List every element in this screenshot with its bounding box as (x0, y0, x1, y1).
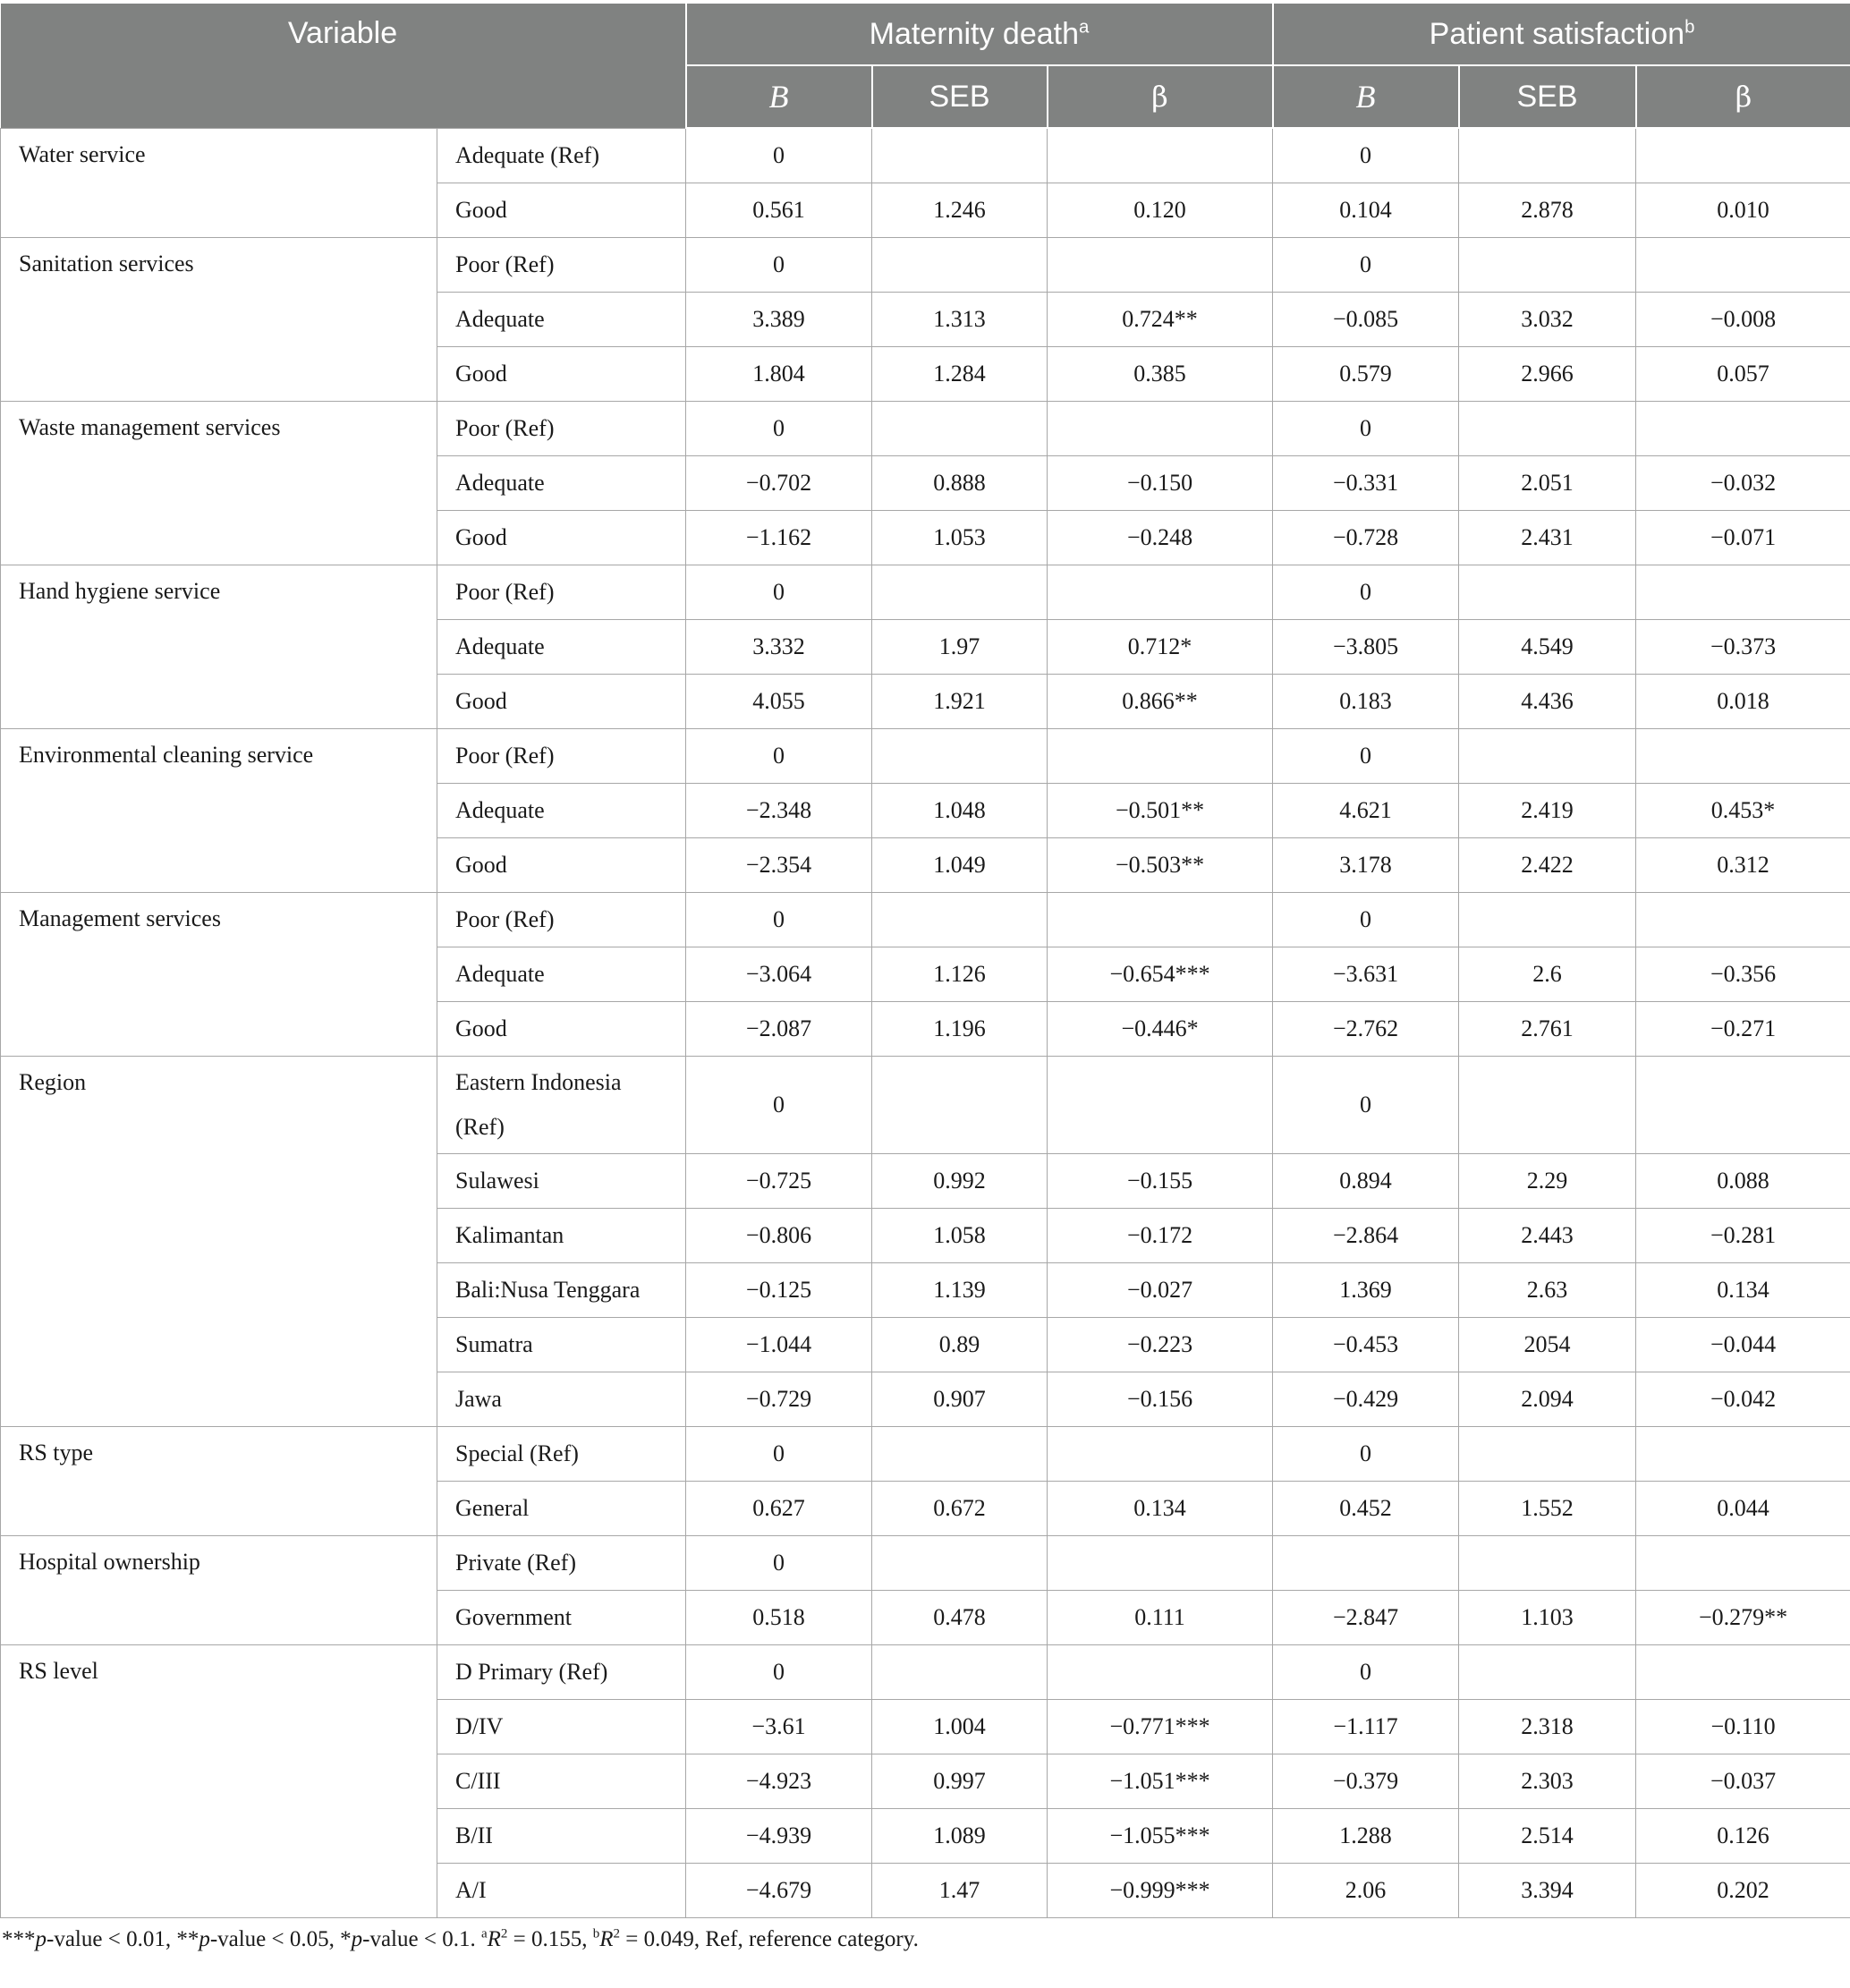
md-seb-cell (872, 1536, 1048, 1591)
category-cell: Poor (Ref) (437, 238, 686, 293)
ps-seb-cell (1459, 1536, 1636, 1591)
ps-seb-cell: 2.443 (1459, 1209, 1636, 1263)
md-b-cell: 0 (686, 893, 872, 947)
footnote-text-4: = 0.155, (507, 1927, 593, 1951)
ps-beta-cell: −0.044 (1636, 1318, 1850, 1372)
ps-b-cell: 0 (1273, 1427, 1459, 1482)
header-sub-beta: β (1048, 65, 1273, 128)
md-beta-cell (1048, 729, 1273, 784)
ps-beta-cell: 0.453* (1636, 784, 1850, 838)
ps-b-cell: 0.579 (1273, 347, 1459, 402)
ps-seb-cell: 4.549 (1459, 620, 1636, 675)
md-b-cell: −0.729 (686, 1372, 872, 1427)
md-seb-cell: 1.058 (872, 1209, 1048, 1263)
ps-beta-cell: −0.110 (1636, 1700, 1850, 1754)
ps-b-cell: 0 (1273, 565, 1459, 620)
ps-beta-cell: −0.279** (1636, 1591, 1850, 1645)
ps-beta-cell: 0.126 (1636, 1809, 1850, 1864)
category-cell: Good (437, 183, 686, 238)
ps-seb-cell: 2.094 (1459, 1372, 1636, 1427)
md-beta-cell: 0.111 (1048, 1591, 1273, 1645)
category-cell: Good (437, 511, 686, 565)
ps-beta-cell (1636, 128, 1850, 183)
md-beta-cell: −0.654*** (1048, 947, 1273, 1002)
footnote-sig2: ** (176, 1927, 199, 1951)
md-seb-cell: 0.992 (872, 1154, 1048, 1209)
table-row (1, 565, 1850, 620)
ps-seb-cell (1459, 565, 1636, 620)
md-b-cell: 1.804 (686, 347, 872, 402)
ps-beta-cell (1636, 402, 1850, 456)
md-b-cell: 0.561 (686, 183, 872, 238)
md-beta-cell (1048, 1057, 1273, 1154)
md-seb-cell: 1.97 (872, 620, 1048, 675)
ps-b-cell: 1.369 (1273, 1263, 1459, 1318)
md-beta-cell: −1.051*** (1048, 1754, 1273, 1809)
ps-beta-cell: 0.134 (1636, 1263, 1850, 1318)
variable-name: Management services (1, 893, 437, 1057)
ps-seb-cell: 2.051 (1459, 456, 1636, 511)
ps-seb-cell (1459, 1645, 1636, 1700)
category-cell: Adequate (437, 947, 686, 1002)
ps-b-cell: 0.894 (1273, 1154, 1459, 1209)
ps-b-cell: −2.847 (1273, 1591, 1459, 1645)
ps-b-cell: −0.379 (1273, 1754, 1459, 1809)
ps-beta-cell: −0.356 (1636, 947, 1850, 1002)
md-seb-cell: 1.049 (872, 838, 1048, 893)
md-seb-cell: 0.997 (872, 1754, 1048, 1809)
ps-seb-cell: 1.552 (1459, 1482, 1636, 1536)
category-cell: Government (437, 1591, 686, 1645)
table-row (1, 402, 1850, 456)
ps-seb-cell: 3.394 (1459, 1864, 1636, 1918)
ps-seb-cell: 2.966 (1459, 347, 1636, 402)
category-cell: B/II (437, 1809, 686, 1864)
variable-name: RS level (1, 1645, 437, 1918)
md-seb-cell (872, 238, 1048, 293)
md-b-cell: −0.806 (686, 1209, 872, 1263)
ps-b-cell: −0.331 (1273, 456, 1459, 511)
ps-seb-cell: 2.303 (1459, 1754, 1636, 1809)
footnote-r-a: R (487, 1927, 501, 1951)
ps-beta-cell (1636, 1427, 1850, 1482)
header-sub-beta: β (1636, 65, 1850, 128)
ps-beta-cell: −0.281 (1636, 1209, 1850, 1263)
ps-beta-cell: −0.071 (1636, 511, 1850, 565)
header-maternity-death (686, 4, 1273, 65)
ps-seb-cell: 2.514 (1459, 1809, 1636, 1864)
category-cell: General (437, 1482, 686, 1536)
md-beta-cell (1048, 565, 1273, 620)
md-beta-cell (1048, 1536, 1273, 1591)
category-cell: Poor (Ref) (437, 402, 686, 456)
ps-seb-cell: 1.103 (1459, 1591, 1636, 1645)
ps-beta-cell: 0.202 (1636, 1864, 1850, 1918)
md-b-cell: −0.702 (686, 456, 872, 511)
ps-seb-cell: 2.431 (1459, 511, 1636, 565)
ps-b-cell: −0.453 (1273, 1318, 1459, 1372)
md-b-cell: 0.627 (686, 1482, 872, 1536)
md-beta-cell: 0.712* (1048, 620, 1273, 675)
md-beta-cell: −0.150 (1048, 456, 1273, 511)
md-b-cell: −1.162 (686, 511, 872, 565)
md-beta-cell: −0.223 (1048, 1318, 1273, 1372)
md-beta-cell: −0.155 (1048, 1154, 1273, 1209)
category-cell: Poor (Ref) (437, 565, 686, 620)
ps-b-cell: 0 (1273, 729, 1459, 784)
ps-beta-cell: −0.271 (1636, 1002, 1850, 1057)
table-row (1, 1057, 1850, 1154)
ps-beta-cell: −0.032 (1636, 456, 1850, 511)
footnote-p3: p (35, 1927, 47, 1951)
md-seb-cell: 0.907 (872, 1372, 1048, 1427)
category-cell: D Primary (Ref) (437, 1645, 686, 1700)
ps-seb-cell (1459, 128, 1636, 183)
md-b-cell: −1.044 (686, 1318, 872, 1372)
ps-b-cell: 0 (1273, 1057, 1459, 1154)
md-seb-cell: 1.47 (872, 1864, 1048, 1918)
md-seb-cell (872, 893, 1048, 947)
ps-seb-cell: 2.878 (1459, 183, 1636, 238)
md-beta-cell (1048, 893, 1273, 947)
ps-beta-cell (1636, 729, 1850, 784)
md-seb-cell: 0.89 (872, 1318, 1048, 1372)
md-b-cell: 0 (686, 1057, 872, 1154)
category-cell: Sumatra (437, 1318, 686, 1372)
header-maternity-death-label: Maternity death (869, 16, 1080, 51)
ps-b-cell (1273, 1536, 1459, 1591)
ps-b-cell: 0.183 (1273, 675, 1459, 729)
ps-beta-cell: −0.042 (1636, 1372, 1850, 1427)
ps-seb-cell: 3.032 (1459, 293, 1636, 347)
ps-b-cell: 4.621 (1273, 784, 1459, 838)
ps-b-cell: −0.728 (1273, 511, 1459, 565)
footnote-sig3: *** (2, 1927, 36, 1951)
ps-b-cell: 0 (1273, 128, 1459, 183)
md-beta-cell (1048, 402, 1273, 456)
md-beta-cell: −0.027 (1048, 1263, 1273, 1318)
md-seb-cell: 1.313 (872, 293, 1048, 347)
ps-seb-cell: 2.422 (1459, 838, 1636, 893)
md-seb-cell (872, 565, 1048, 620)
header-maternity-death-sup: a (1079, 17, 1090, 38)
md-seb-cell: 0.888 (872, 456, 1048, 511)
category-cell: Good (437, 675, 686, 729)
md-beta-cell (1048, 1645, 1273, 1700)
md-beta-cell: −1.055*** (1048, 1809, 1273, 1864)
footnote-p2: p (199, 1927, 210, 1951)
ps-b-cell: 2.06 (1273, 1864, 1459, 1918)
footnote-sup-b: b (592, 1926, 600, 1941)
ps-beta-cell (1636, 1645, 1850, 1700)
md-beta-cell: −0.156 (1048, 1372, 1273, 1427)
category-cell: A/I (437, 1864, 686, 1918)
md-b-cell: −4.923 (686, 1754, 872, 1809)
ps-beta-cell (1636, 565, 1850, 620)
md-beta-cell: 0.385 (1048, 347, 1273, 402)
ps-beta-cell: 0.312 (1636, 838, 1850, 893)
variable-name: Hand hygiene service (1, 565, 437, 729)
md-seb-cell (872, 729, 1048, 784)
md-b-cell: −4.939 (686, 1809, 872, 1864)
footnote-sig1: * (340, 1927, 352, 1951)
ps-beta-cell: 0.057 (1636, 347, 1850, 402)
md-seb-cell: 1.921 (872, 675, 1048, 729)
ps-beta-cell (1636, 1057, 1850, 1154)
ps-beta-cell: 0.044 (1636, 1482, 1850, 1536)
md-b-cell: 0 (686, 1645, 872, 1700)
md-b-cell: 0 (686, 565, 872, 620)
header-patient-satisfaction (1273, 4, 1850, 65)
table-footnote (0, 1927, 1850, 1952)
ps-beta-cell: 0.088 (1636, 1154, 1850, 1209)
ps-b-cell: 0.104 (1273, 183, 1459, 238)
md-beta-cell: −0.172 (1048, 1209, 1273, 1263)
footnote-sq-b: 2 (613, 1926, 621, 1941)
md-beta-cell (1048, 238, 1273, 293)
md-b-cell: 3.389 (686, 293, 872, 347)
ps-seb-cell: 2054 (1459, 1318, 1636, 1372)
md-seb-cell: 1.246 (872, 183, 1048, 238)
table-row (1, 893, 1850, 947)
footnote-sup-a: a (480, 1926, 488, 1941)
footnote-sq-a: 2 (500, 1926, 508, 1941)
category-cell: Good (437, 838, 686, 893)
ps-seb-cell (1459, 1057, 1636, 1154)
ps-b-cell: −0.429 (1273, 1372, 1459, 1427)
variable-name: Waste management services (1, 402, 437, 565)
ps-seb-cell: 2.318 (1459, 1700, 1636, 1754)
category-cell: Adequate (437, 620, 686, 675)
category-cell: Eastern Indonesia (Ref) (437, 1057, 686, 1154)
ps-b-cell: −0.085 (1273, 293, 1459, 347)
header-sub-seb: SEB (872, 65, 1048, 128)
variable-name: RS type (1, 1427, 437, 1536)
ps-b-cell: −2.864 (1273, 1209, 1459, 1263)
ps-seb-cell: 4.436 (1459, 675, 1636, 729)
md-seb-cell: 1.284 (872, 347, 1048, 402)
md-beta-cell: 0.120 (1048, 183, 1273, 238)
md-b-cell: 4.055 (686, 675, 872, 729)
ps-seb-cell (1459, 1427, 1636, 1482)
header-variable: Variable (1, 4, 686, 128)
md-beta-cell: −0.999*** (1048, 1864, 1273, 1918)
header-sub-b: B (686, 65, 872, 128)
category-cell: Jawa (437, 1372, 686, 1427)
md-b-cell: −2.348 (686, 784, 872, 838)
md-beta-cell: −0.446* (1048, 1002, 1273, 1057)
variable-name: Hospital ownership (1, 1536, 437, 1645)
md-b-cell: 0 (686, 729, 872, 784)
ps-beta-cell (1636, 238, 1850, 293)
md-seb-cell: 0.478 (872, 1591, 1048, 1645)
md-b-cell: −0.725 (686, 1154, 872, 1209)
category-cell: Private (Ref) (437, 1536, 686, 1591)
ps-beta-cell: −0.008 (1636, 293, 1850, 347)
footnote-p1: p (351, 1927, 363, 1951)
category-cell: Poor (Ref) (437, 729, 686, 784)
ps-beta-cell (1636, 893, 1850, 947)
ps-b-cell: −3.805 (1273, 620, 1459, 675)
category-cell: Adequate (437, 293, 686, 347)
variable-name: Water service (1, 128, 437, 238)
md-b-cell: 0 (686, 402, 872, 456)
ps-b-cell: 0 (1273, 1645, 1459, 1700)
md-b-cell: −4.679 (686, 1864, 872, 1918)
md-beta-cell: 0.724** (1048, 293, 1273, 347)
md-seb-cell (872, 402, 1048, 456)
category-cell: Good (437, 347, 686, 402)
footnote-text-1: -value < 0.1. (362, 1927, 481, 1951)
ps-seb-cell (1459, 238, 1636, 293)
ps-seb-cell: 2.6 (1459, 947, 1636, 1002)
variable-name: Environmental cleaning service (1, 729, 437, 893)
md-seb-cell (872, 1645, 1048, 1700)
regression-table (0, 4, 1850, 1918)
variable-name: Region (1, 1057, 437, 1427)
ps-beta-cell (1636, 1536, 1850, 1591)
md-b-cell: 0 (686, 238, 872, 293)
table-row (1, 729, 1850, 784)
md-seb-cell: 1.139 (872, 1263, 1048, 1318)
header-patient-satisfaction-sup: b (1685, 17, 1695, 38)
ps-seb-cell: 2.419 (1459, 784, 1636, 838)
ps-b-cell: −3.631 (1273, 947, 1459, 1002)
header-sub-seb: SEB (1459, 65, 1636, 128)
ps-beta-cell: −0.373 (1636, 620, 1850, 675)
md-b-cell: 0 (686, 1536, 872, 1591)
md-b-cell: −3.61 (686, 1700, 872, 1754)
md-seb-cell (872, 1427, 1048, 1482)
ps-b-cell: 0 (1273, 238, 1459, 293)
ps-beta-cell: 0.010 (1636, 183, 1850, 238)
md-beta-cell (1048, 1427, 1273, 1482)
md-seb-cell: 1.126 (872, 947, 1048, 1002)
md-b-cell: 3.332 (686, 620, 872, 675)
ps-seb-cell (1459, 402, 1636, 456)
table-row (1, 1536, 1850, 1591)
md-beta-cell: −0.248 (1048, 511, 1273, 565)
category-cell: D/IV (437, 1700, 686, 1754)
ps-b-cell: 0 (1273, 893, 1459, 947)
md-b-cell: 0 (686, 128, 872, 183)
md-b-cell: −0.125 (686, 1263, 872, 1318)
md-b-cell: 0 (686, 1427, 872, 1482)
table-row (1, 1645, 1850, 1700)
ps-seb-cell (1459, 893, 1636, 947)
category-cell: Sulawesi (437, 1154, 686, 1209)
category-cell: Bali:Nusa Tenggara (437, 1263, 686, 1318)
ps-seb-cell: 2.761 (1459, 1002, 1636, 1057)
ps-b-cell: 1.288 (1273, 1809, 1459, 1864)
md-beta-cell: −0.501** (1048, 784, 1273, 838)
md-beta-cell: −0.503** (1048, 838, 1273, 893)
md-seb-cell: 1.004 (872, 1700, 1048, 1754)
md-beta-cell: 0.134 (1048, 1482, 1273, 1536)
footnote-r-b: R (599, 1927, 614, 1951)
md-b-cell: −2.354 (686, 838, 872, 893)
category-cell: Kalimantan (437, 1209, 686, 1263)
table-row (1, 128, 1850, 183)
ps-b-cell: 3.178 (1273, 838, 1459, 893)
category-cell: Special (Ref) (437, 1427, 686, 1482)
ps-b-cell: −1.117 (1273, 1700, 1459, 1754)
category-cell: Poor (Ref) (437, 893, 686, 947)
md-b-cell: 0.518 (686, 1591, 872, 1645)
table-row (1, 238, 1850, 293)
category-cell: Adequate (Ref) (437, 128, 686, 183)
category-cell: Adequate (437, 456, 686, 511)
md-b-cell: −3.064 (686, 947, 872, 1002)
category-cell: C/III (437, 1754, 686, 1809)
table-body (1, 128, 1850, 1918)
md-beta-cell (1048, 128, 1273, 183)
table-row (1, 1427, 1850, 1482)
md-b-cell: −2.087 (686, 1002, 872, 1057)
ps-seb-cell (1459, 729, 1636, 784)
md-seb-cell: 1.053 (872, 511, 1048, 565)
md-beta-cell: −0.771*** (1048, 1700, 1273, 1754)
variable-name: Sanitation services (1, 238, 437, 402)
table-header (1, 4, 1850, 128)
regression-table-container (0, 4, 1850, 1952)
md-beta-cell: 0.866** (1048, 675, 1273, 729)
category-cell: Adequate (437, 784, 686, 838)
ps-seb-cell: 2.29 (1459, 1154, 1636, 1209)
md-seb-cell (872, 128, 1048, 183)
footnote-text-5: = 0.049, Ref, reference category. (620, 1927, 919, 1951)
md-seb-cell: 1.048 (872, 784, 1048, 838)
ps-b-cell: 0.452 (1273, 1482, 1459, 1536)
category-cell: Good (437, 1002, 686, 1057)
footnote-text-3: -value < 0.01, (47, 1927, 177, 1951)
md-seb-cell: 0.672 (872, 1482, 1048, 1536)
ps-b-cell: 0 (1273, 402, 1459, 456)
ps-b-cell: −2.762 (1273, 1002, 1459, 1057)
md-seb-cell (872, 1057, 1048, 1154)
md-seb-cell: 1.196 (872, 1002, 1048, 1057)
ps-beta-cell: −0.037 (1636, 1754, 1850, 1809)
header-sub-b: B (1273, 65, 1459, 128)
ps-seb-cell: 2.63 (1459, 1263, 1636, 1318)
ps-beta-cell: 0.018 (1636, 675, 1850, 729)
header-patient-satisfaction-label: Patient satisfaction (1429, 16, 1685, 51)
footnote-text-2: -value < 0.05, (209, 1927, 341, 1951)
md-seb-cell: 1.089 (872, 1809, 1048, 1864)
